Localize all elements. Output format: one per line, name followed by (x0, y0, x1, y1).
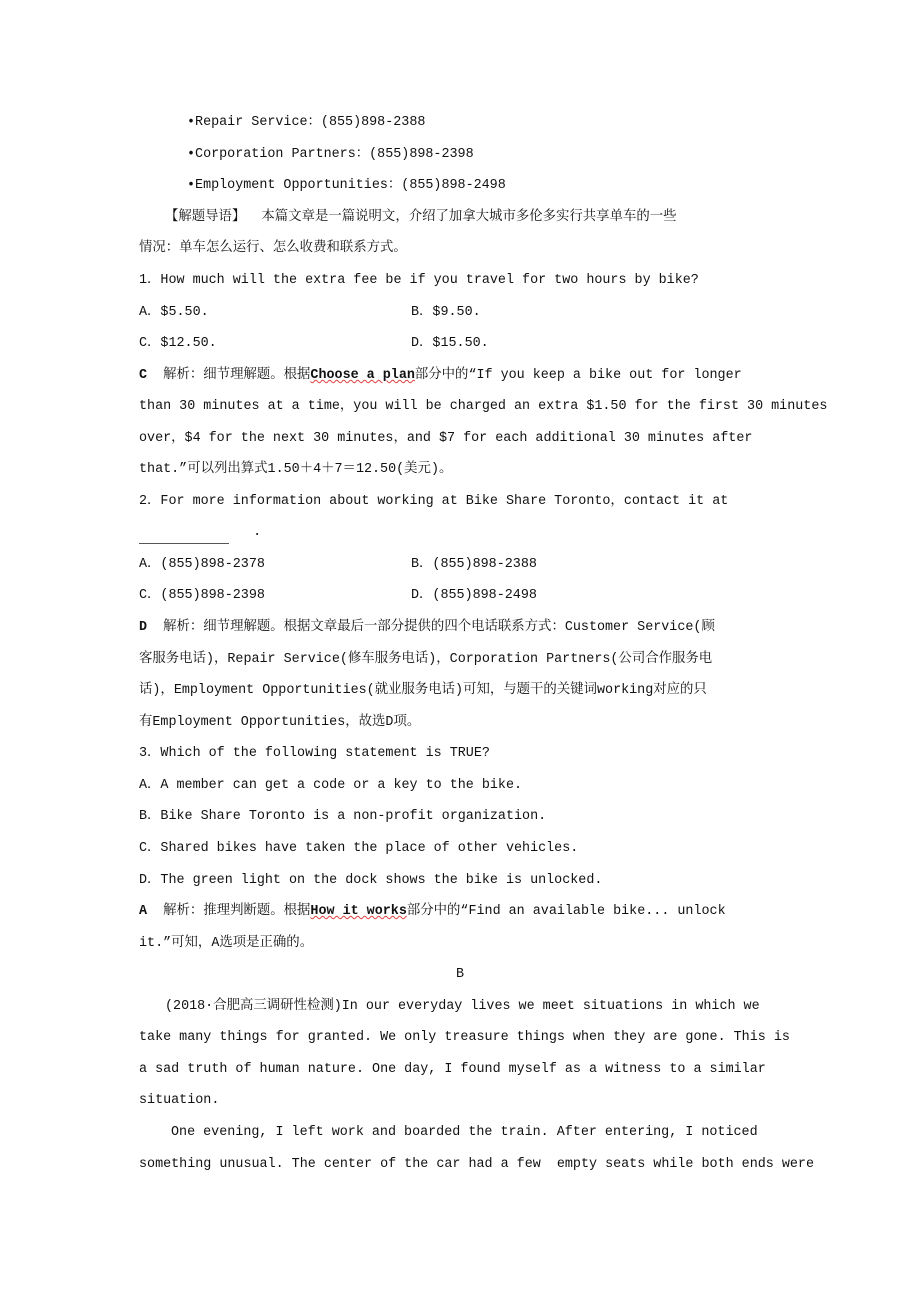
option: A．$5.50. (139, 305, 209, 320)
text-segment: take many things for granted. We only treasure things when they are gone. This is (139, 1030, 790, 1045)
text-segment: 解析：细节理解题。根据文章最后一部分提供的四个电话联系方式：Customer Service(顾 (147, 620, 715, 635)
text-segment: B (455, 967, 465, 982)
text-segment: 部分中的“Find an available bike... unlock (406, 904, 726, 919)
option: B．$9.50. (411, 305, 481, 320)
text-segment: 客服务电话)，Repair Service(修车服务电话)，Corporation Partners(公司合作服务电 (139, 652, 713, 667)
text-line (139, 1154, 814, 1176)
option: D．$15.50. (411, 336, 489, 351)
text-line (187, 175, 506, 197)
answer-blank (139, 529, 229, 544)
text-line (139, 522, 261, 544)
text-segment: 2．For more information about working at Bike Share Toronto，contact it at (139, 494, 729, 509)
text-line (139, 1027, 790, 1049)
text-line (139, 459, 452, 481)
text-segment: •Corporation Partners：(855)898-2398 (187, 147, 474, 162)
text-line (139, 365, 742, 387)
text-line (139, 270, 699, 292)
option: C．(855)898-2398 (139, 588, 265, 603)
option: A．(855)898-2378 (139, 557, 265, 572)
text-segment: B．Bike Share Toronto is a non-profit organization. (139, 809, 547, 824)
text-segment: situation. (139, 1093, 220, 1108)
text-line (165, 996, 760, 1018)
text-line (139, 870, 602, 892)
text-line (139, 396, 827, 418)
text-segment: •Employment Opportunities：(855)898-2498 (187, 178, 506, 193)
text-segment: C．Shared bikes have taken the place of other vehicles. (139, 841, 579, 856)
option: D．(855)898-2498 (411, 588, 537, 603)
answer-letter: D (139, 620, 148, 635)
text-line (187, 112, 425, 134)
text-line (139, 1090, 219, 1112)
option: B．(855)898-2388 (411, 557, 537, 572)
answer-options (139, 554, 537, 576)
text-line (139, 712, 420, 734)
text-segment: 1．How much will the extra fee be if you travel for two hours by bike? (139, 273, 699, 288)
section-reference: How it works (310, 904, 407, 919)
text-segment: over，$4 for the next 30 minutes，and $7 for each additional 30 minutes after (139, 431, 753, 446)
text-line (139, 838, 578, 860)
text-segment: (2018·合肥高三调研性检测)In our everyday lives we meet situations in which we (165, 999, 760, 1014)
text-line (139, 806, 546, 828)
text-line (139, 743, 490, 765)
text-segment: than 30 minutes at a time，you will be charged an extra $1.50 for the first 30 minutes (139, 399, 828, 414)
answer-options (139, 585, 537, 607)
text-segment: 3．Which of the following statement is TRUE? (139, 746, 490, 761)
text-segment: a sad truth of human nature. One day, I found myself as a witness to a similar (139, 1062, 766, 1077)
text-line (171, 1122, 758, 1144)
section-reference: Choose a plan (310, 368, 415, 383)
text-line (139, 428, 752, 450)
text-line (139, 238, 407, 260)
text-segment: that.”可以列出算式1.50＋4＋7＝12.50(美元)。 (139, 462, 453, 477)
answer-options (139, 302, 481, 324)
answer-options (139, 333, 489, 355)
text-line (139, 901, 726, 923)
option: C．$12.50. (139, 336, 217, 351)
text-segment: One evening, I left work and boarded the train. After entering, I noticed (171, 1125, 758, 1140)
text-segment: 情况：单车怎么运行、怎么收费和联系方式。 (139, 241, 407, 256)
text-segment: 解析：细节理解题。根据 (147, 368, 311, 383)
text-segment: •Repair Service：(855)898-2388 (187, 115, 426, 130)
text-segment: A．A member can get a code or a key to the bike. (139, 778, 523, 793)
text-line (165, 207, 677, 229)
text-line (139, 491, 728, 513)
text-line (0, 964, 920, 986)
text-segment: 解析：推理判断题。根据 (147, 904, 311, 919)
text-line (139, 1059, 766, 1081)
text-segment: something unusual. The center of the car had a few empty seats while both ends were (139, 1157, 814, 1172)
text-segment: . (229, 525, 262, 540)
text-segment: 有Employment Opportunities，故选D项。 (139, 715, 421, 730)
text-segment: D．The green light on the dock shows the bike is unlocked. (139, 873, 603, 888)
answer-letter: A (139, 904, 148, 919)
text-line (139, 617, 715, 639)
text-segment: 部分中的“If you keep a bike out for longer (414, 368, 742, 383)
text-line (187, 144, 474, 166)
text-segment: it.”可知，A选项是正确的。 (139, 936, 314, 951)
text-segment: 【解题导语】 本篇文章是一篇说明文，介绍了加拿大城市多伦多实行共享单车的一些 (165, 210, 677, 225)
text-line (139, 680, 707, 702)
text-line (139, 649, 712, 671)
text-line (139, 775, 522, 797)
answer-letter: C (139, 368, 148, 383)
text-segment: 话)，Employment Opportunities(就业服务电话)可知，与题干的关键词working对应的只 (139, 683, 707, 698)
text-line (139, 933, 313, 955)
